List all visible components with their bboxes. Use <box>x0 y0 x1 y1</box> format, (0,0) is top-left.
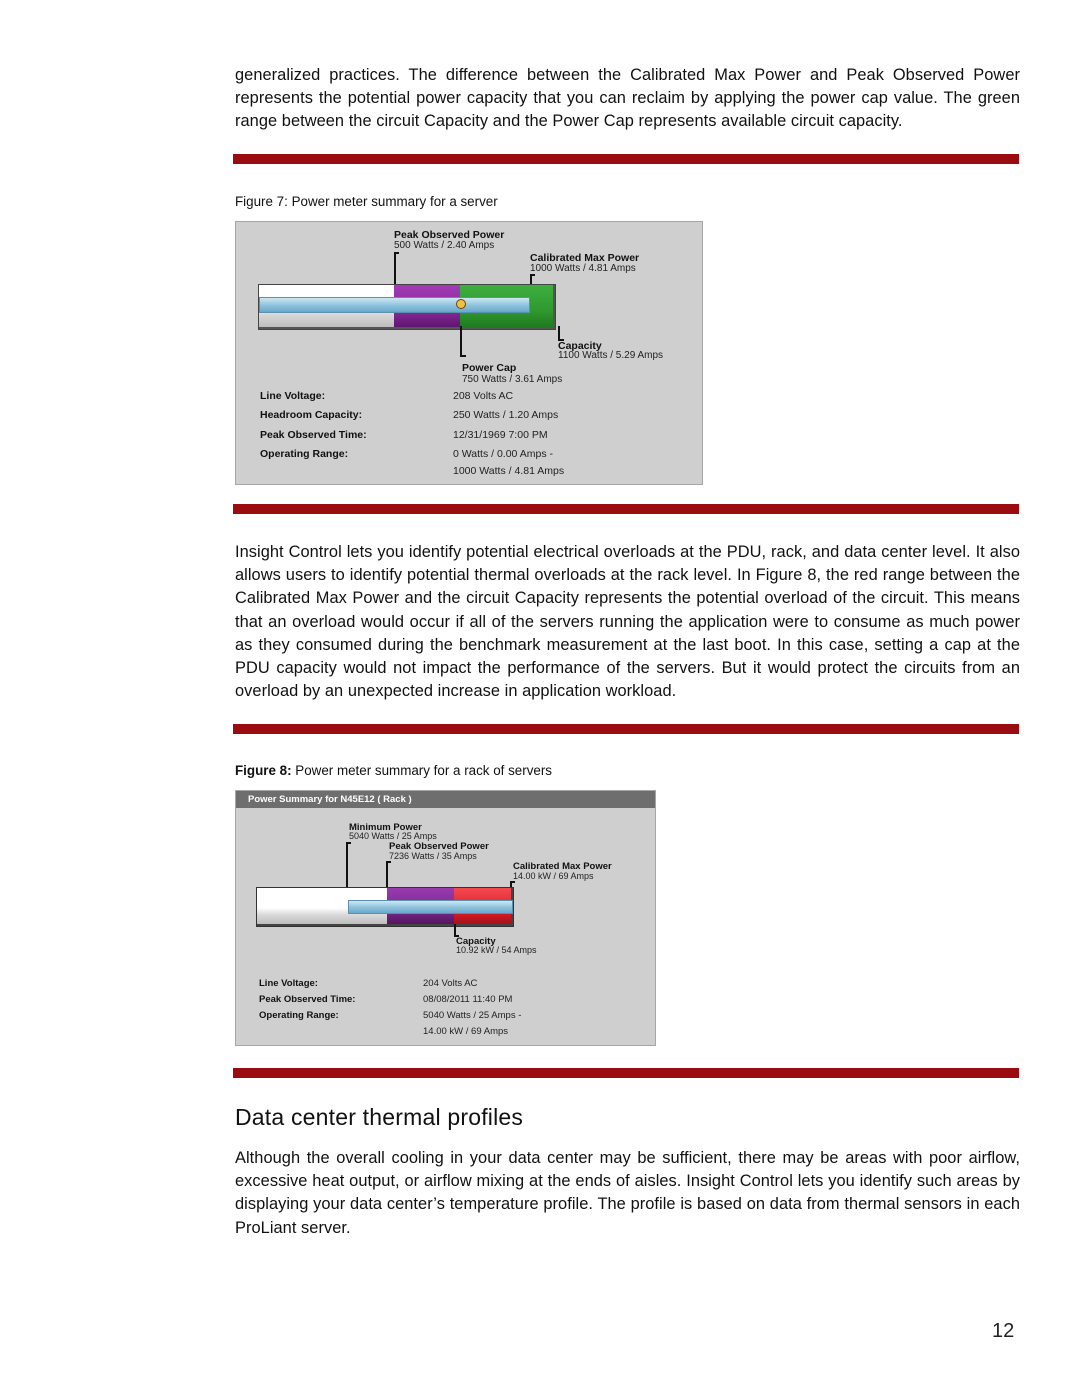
figure8-caption-text: Power meter summary for a rack of servers <box>295 763 552 778</box>
power-cap-tick-line <box>460 326 462 356</box>
middle-paragraph: Insight Control lets you identify potential electrical overloads at the PDU, rack, and data center level. It also allows users to identify potential thermal overloads at the rack level. In Figure 8, the red range between the Calibrated Max Power and the circuit Capacity represents the potential overload of the circuit. This means that an overload would occur if all of the servers running the application were to consume as much power as they consumed during the benchmark measurement at the last boot. In this case, setting a cap at the PDU capacity would not impact the performance of the servers. But it would protect the circuits from an overload by an unexpected increase in application workload. <box>235 543 1020 701</box>
operating-range-value: 0 Watts / 0.00 Amps - <box>453 448 553 460</box>
peak-observed-tick-line <box>394 252 396 285</box>
power-cap-value: 750 Watts / 3.61 Amps <box>462 374 563 385</box>
capacity-tick-line <box>558 326 560 340</box>
closing-paragraph: Although the overall cooling in your data center may be sufficient, there may be areas with poor airflow, excessive heat output, or airflow mixing at the ends of aisles. Insight Control lets you identify such areas by displaying your data center’s temperature profile. The profile is based on data from thermal sensors in each ProLiant server. <box>235 1149 1020 1237</box>
section-divider <box>233 504 1019 514</box>
operating-range-value-max: 14.00 kW / 69 Amps <box>423 1026 509 1037</box>
peak-observed-time-label: Peak Observed Time: <box>259 994 356 1005</box>
figure8-caption-label: Figure 8: <box>235 763 292 778</box>
power-cap-title: Power Cap <box>462 362 517 374</box>
figure8-caption <box>235 763 552 778</box>
peak-observed-title: Peak Observed Power <box>394 229 505 241</box>
operating-range-label: Operating Range: <box>259 1010 339 1021</box>
calibrated-max-value: 1000 Watts / 4.81 Amps <box>530 263 636 274</box>
capacity-value: 1100 Watts / 5.29 Amps <box>558 350 664 361</box>
bar-current-level <box>348 900 513 914</box>
minimum-power-value: 5040 Watts / 25 Amps <box>349 831 437 841</box>
headroom-capacity-label: Headroom Capacity: <box>260 409 363 421</box>
section-divider <box>233 1068 1019 1078</box>
calibrated-max-title: Calibrated Max Power <box>513 861 612 872</box>
peak-observed-time-value: 08/08/2011 11:40 PM <box>423 994 513 1005</box>
figure7-caption-text: Power meter summary for a server <box>291 194 498 209</box>
section-divider <box>233 154 1019 164</box>
calibrated-max-title: Calibrated Max Power <box>530 252 640 264</box>
operating-range-label: Operating Range: <box>260 448 349 460</box>
peak-observed-value: 7236 Watts / 35 Amps <box>389 851 477 861</box>
figure7-caption <box>235 194 498 209</box>
capacity-title: Capacity <box>558 340 602 352</box>
line-voltage-value: 208 Volts AC <box>453 390 514 402</box>
peak-observed-value: 500 Watts / 2.40 Amps <box>394 240 495 251</box>
capacity-value: 10.92 kW / 54 Amps <box>456 945 537 955</box>
minimum-power-tick-line <box>346 842 348 889</box>
page-number: 12 <box>992 1320 1015 1342</box>
panel-title: Power Summary for N45E12 ( Rack ) <box>236 791 655 808</box>
peak-observed-time-value: 12/31/1969 7:00 PM <box>453 429 548 441</box>
line-voltage-value: 204 Volts AC <box>423 978 478 989</box>
line-voltage-label: Line Voltage: <box>259 978 318 989</box>
intro-paragraph: generalized practices. The difference between the Calibrated Max Power and Peak Observed Power represents the potential power capacity that you can reclaim by applying the power cap value. The green range between the circuit Capacity and the Power Cap represents available circuit capacity. <box>235 66 1020 131</box>
peak-observed-time-label: Peak Observed Time: <box>260 429 367 441</box>
section-heading: Data center thermal profiles <box>235 1104 524 1130</box>
server-power-meter <box>235 221 703 485</box>
headroom-capacity-value: 250 Watts / 1.20 Amps <box>453 409 559 421</box>
operating-range-value-max: 1000 Watts / 4.81 Amps <box>453 465 565 477</box>
figure7-caption-label: Figure 7: <box>235 194 288 209</box>
line-voltage-label: Line Voltage: <box>260 390 326 402</box>
bar-current-level <box>259 297 530 313</box>
peak-observed-title: Peak Observed Power <box>389 841 489 852</box>
rack-power-meter <box>235 790 656 1046</box>
power-cap-tick <box>460 355 466 357</box>
section-divider <box>233 724 1019 734</box>
capacity-title: Capacity <box>456 936 496 947</box>
operating-range-value: 5040 Watts / 25 Amps - <box>423 1010 522 1021</box>
power-cap-marker-icon <box>456 299 466 309</box>
calibrated-max-value: 14.00 kW / 69 Amps <box>513 871 594 881</box>
minimum-power-title: Minimum Power <box>349 822 422 833</box>
peak-observed-tick-line <box>386 861 388 889</box>
